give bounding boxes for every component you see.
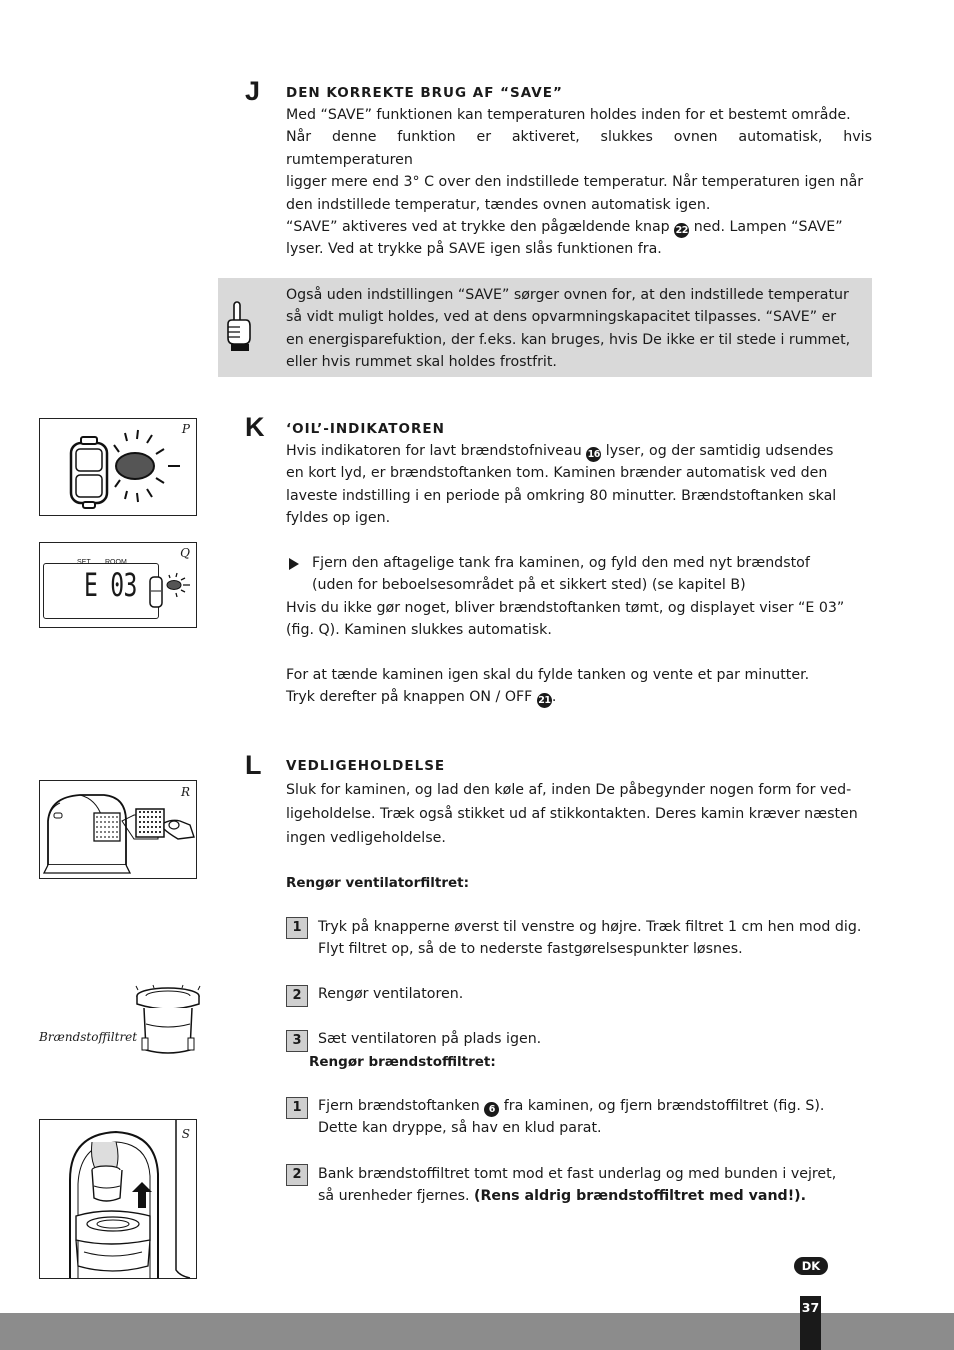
language-badge: DK [794, 1257, 828, 1275]
oil-indicator-lamp-icon [40, 419, 196, 515]
paragraph-line: ligger mere end 3° C over den indstillede temperatur. Når temperaturen igen når [286, 174, 864, 191]
step-text: Sæt ventilatoren på plads igen. [318, 1031, 542, 1047]
restart-paragraph [286, 664, 872, 709]
paragraph-line [286, 216, 872, 238]
paragraph-line: laveste indstilling i en periode på omkring 80 minutter. Brændstoftanken skal [286, 487, 837, 504]
paragraph-line: fyldes op igen. [286, 510, 391, 527]
paragraph-line: ingen vedligeholdelse. [286, 830, 446, 846]
refill-instruction [312, 552, 854, 597]
paragraph-line: en kort lyd, er brændstoftanken tom. Kaminen brænder automatisk ved den [286, 465, 828, 482]
lcd-room-label: ROOM [105, 559, 127, 566]
step-line: Dette kan dryppe, så hav en klud parat. [318, 1120, 602, 1137]
step-line: Tryk på knapperne øverst til venstre og højre. Træk filtret 1 cm hen mod dig. [318, 919, 862, 935]
step-text [318, 1095, 824, 1140]
heater-fan-filter-removal-illustration [40, 781, 196, 878]
text-span: ned. Lampen “SAVE” [693, 219, 843, 236]
step-number: 3 [286, 1030, 308, 1052]
pointing-hand-icon [224, 300, 252, 354]
save-paragraph [286, 104, 872, 261]
paragraph-line [286, 686, 872, 708]
step-text [318, 916, 861, 961]
figure-s [39, 1119, 197, 1279]
text-span: Fjern brændstoftanken [318, 1098, 480, 1114]
maintenance-paragraph [286, 778, 872, 850]
subheading-fan-filter: Rengør ventilatorfiltret: [286, 875, 469, 891]
oil-warning-lamp-icon [146, 569, 194, 615]
text-span: Tryk derefter på knappen ON / OFF [286, 689, 533, 706]
instruction-line: (uden for beboelsesområdet på et sikkert sted) (se kapitel B) [312, 577, 746, 594]
instruction-line: Fjern den aftagelige tank fra kaminen, og fyld den med nyt brændstof [312, 555, 810, 571]
paragraph-line: Sluk for kaminen, og lad den køle af, inden De påbegynder nogen form for ved- [286, 782, 852, 798]
oil-paragraph [286, 440, 854, 530]
page-number: 37 [800, 1296, 821, 1350]
step-line [318, 1185, 836, 1207]
step-text: Rengør ventilatoren. [318, 986, 464, 1002]
section-heading-save: DEN KORREKTE BRUG AF “SAVE” [286, 85, 563, 101]
text-span: fra kaminen, og fjern brændstoffiltret (fig. S). [503, 1098, 825, 1114]
figure-q [39, 542, 197, 628]
note-line: så vidt muligt holdes, ved at dens opvarmningskapacitet tilpasses. “SAVE” er [286, 309, 837, 326]
step-line [318, 1095, 824, 1117]
paragraph-line: ligeholdelse. Træk også stikket ud af stikkontakten. Deres kamin kræver næsten [286, 806, 858, 822]
step-number: 2 [286, 1164, 308, 1186]
section-heading-oil: ‘OIL’-INDIKATOREN [286, 421, 445, 437]
paragraph-line: Når denne funktion er aktiveret, slukkes ovnen automatisk, hvis rumtemperaturen [286, 129, 872, 168]
step-text [318, 1163, 836, 1208]
note-text [286, 284, 854, 374]
figure-label: P [181, 422, 190, 436]
note-line: eller hvis rummet skal holdes frostfrit. [286, 354, 557, 371]
section-letter-k: K [245, 412, 265, 442]
paragraph-line: (fig. Q). Kaminen slukkes automatisk. [286, 622, 552, 639]
figure-label: S [181, 1127, 190, 1141]
paragraph-line: Hvis du ikke gør noget, bliver brændstoftanken tømt, og displayet viser “E 03” [286, 600, 845, 616]
paragraph-line: Med “SAVE” funktionen kan temperaturen holdes inden for et bestemt område. [286, 107, 851, 123]
step-line: Bank brændstoffiltret tomt mod et fast underlag og med bunden i vejret, [318, 1166, 837, 1182]
bullet-arrow-icon [288, 557, 300, 571]
text-span: “SAVE” aktiveres ved at trykke den pågældende knap [286, 219, 670, 236]
fuel-filter-illustration [134, 984, 202, 1058]
display-paragraph [286, 597, 854, 642]
step-number: 1 [286, 917, 308, 939]
figure-r [39, 780, 197, 879]
tank-number-badge: 6 [484, 1102, 499, 1117]
lcd-set-label: SET [77, 559, 91, 566]
step-line: Flyt filtret op, så de to nederste fastgørelsespunkter løsnes. [318, 941, 743, 958]
text-span: . [551, 689, 557, 706]
indicator-number-badge: 16 [587, 449, 600, 460]
paragraph-line [286, 440, 854, 462]
figure-p [39, 418, 197, 516]
step-number: 2 [286, 985, 308, 1007]
section-letter-j: J [245, 76, 261, 106]
paragraph-line: For at tænde kaminen igen skal du fylde tanken og vente et par minutter. [286, 667, 810, 683]
text-span: lyser, og der samtidig udsendes [605, 443, 834, 459]
warning-text: (Rens aldrig brændstoffiltret med vand!). [474, 1188, 807, 1205]
error-code-display: E 03 [84, 566, 137, 604]
note-line: en energisparefuktion, der f.eks. kan bruges, hvis De ikke er til stede i rummet, [286, 331, 851, 348]
on-off-number-badge: 21 [538, 695, 551, 707]
figure-label: Q [180, 546, 190, 560]
paragraph-line: den indstillede temperatur, tændes ovnen automatisk igen. [286, 196, 711, 213]
section-letter-l: L [245, 750, 262, 780]
text-span: så urenheder fjernes. [318, 1188, 470, 1205]
figure-label: R [180, 785, 190, 799]
step-number: 1 [286, 1097, 308, 1119]
button-number-badge: 22 [675, 225, 688, 237]
fuel-filter-removal-illustration [40, 1120, 196, 1278]
paragraph-line: lyser. Ved at trykke på SAVE igen slås funktionen fra. [286, 241, 662, 258]
section-heading-maintenance: VEDLIGEHOLDELSE [286, 758, 446, 774]
fuel-filter-caption: Brændstoffiltret [39, 1030, 138, 1044]
text-span: Hvis indikatoren for lavt brændstofniveau [286, 443, 582, 459]
subheading-fuel-filter: Rengør brændstoffiltret: [309, 1054, 496, 1070]
note-line: Også uden indstillingen “SAVE” sørger ovnen for, at den indstillede temperatur [286, 287, 849, 303]
